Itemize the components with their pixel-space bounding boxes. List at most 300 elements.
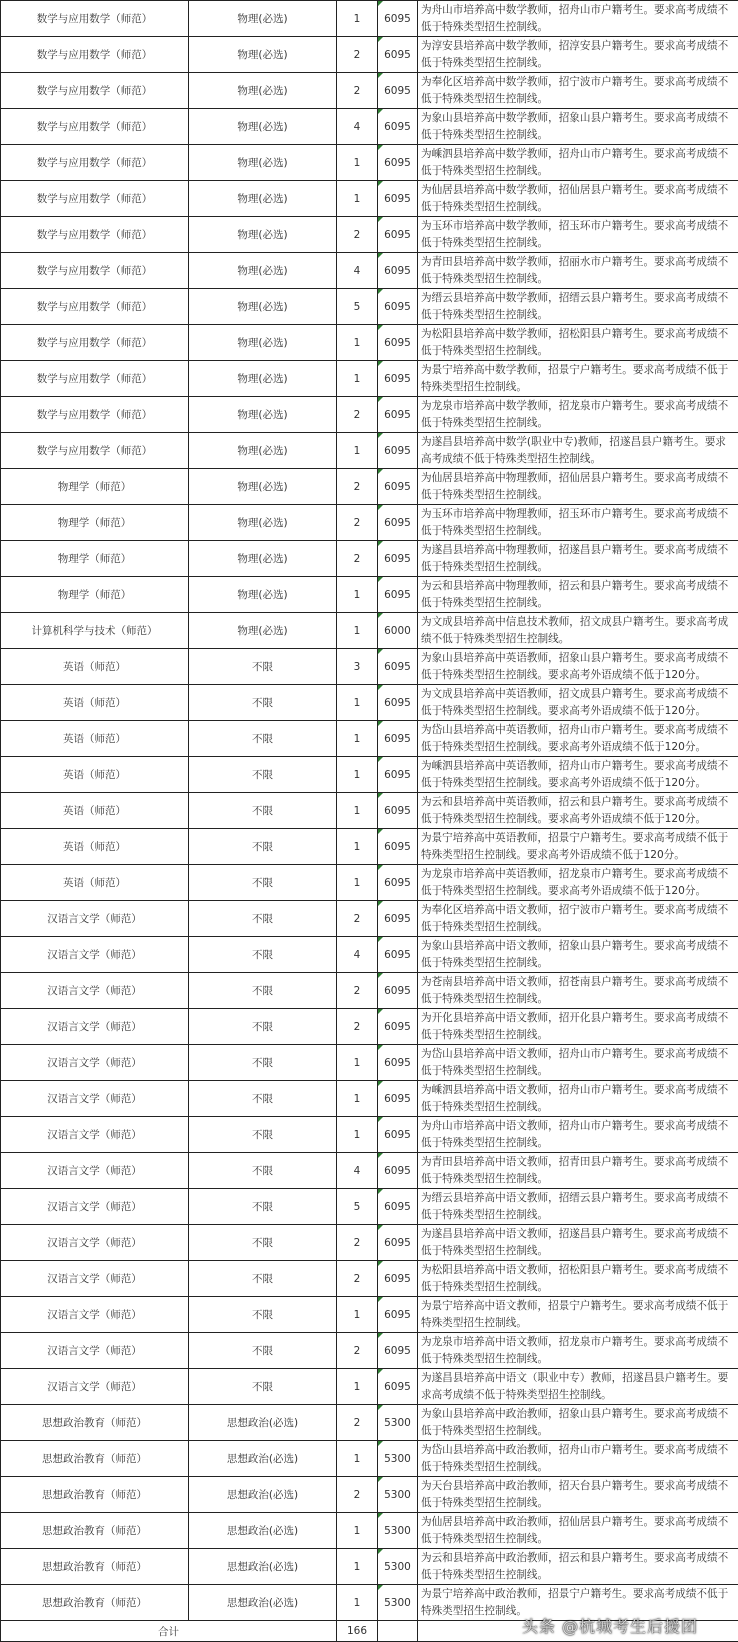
subject-requirement-cell: 不限 — [189, 1333, 337, 1369]
tuition-value: 6095 — [384, 1057, 411, 1069]
tuition-value: 6095 — [384, 373, 411, 385]
plan-count-cell: 1 — [337, 685, 378, 721]
table-row — [1, 217, 738, 253]
major-cell: 物理学（师范） — [1, 577, 189, 613]
cell-marker-icon — [378, 433, 383, 438]
remark-cell: 为龙泉市培养高中英语教师，招龙泉市户籍考生。要求高考成绩不低于特殊类型招生控制线。要求高考外语成绩不低于120分。 — [418, 865, 738, 901]
plan-count-cell: 1 — [337, 325, 378, 361]
remark-cell: 为仙居县培养高中政治教师，招仙居县户籍考生。要求高考成绩不低于特殊类型招生控制线。 — [418, 1513, 738, 1549]
subject-requirement-cell: 思想政治(必选) — [189, 1549, 337, 1585]
tuition-value: 5300 — [384, 1525, 411, 1537]
tuition-value: 6095 — [384, 805, 411, 817]
plan-count-cell: 1 — [337, 865, 378, 901]
tuition-value: 6095 — [384, 517, 411, 529]
remark-cell: 为青田县培养高中语文教师，招青田县户籍考生。要求高考成绩不低于特殊类型招生控制线。 — [418, 1153, 738, 1189]
tuition-cell — [378, 1369, 418, 1405]
remark-cell: 为遂昌县培养高中物理教师，招遂昌县户籍考生。要求高考成绩不低于特殊类型招生控制线。 — [418, 541, 738, 577]
table-row — [1, 37, 738, 73]
tuition-cell — [378, 1045, 418, 1081]
table-row — [1, 145, 738, 181]
cell-marker-icon — [378, 541, 383, 546]
plan-count-cell: 2 — [337, 1333, 378, 1369]
tuition-cell — [378, 1297, 418, 1333]
plan-count-cell: 2 — [337, 37, 378, 73]
tuition-value: 6095 — [384, 49, 411, 61]
major-cell: 思想政治教育（师范） — [1, 1549, 189, 1585]
table-row — [1, 469, 738, 505]
major-cell: 思想政治教育（师范） — [1, 1477, 189, 1513]
tuition-value: 6095 — [384, 985, 411, 997]
plan-count-cell: 5 — [337, 1189, 378, 1225]
major-cell: 数学与应用数学（师范） — [1, 253, 189, 289]
tuition-cell — [378, 901, 418, 937]
table-row — [1, 1333, 738, 1369]
plan-count-cell: 2 — [337, 1405, 378, 1441]
cell-marker-icon — [378, 1477, 383, 1482]
tuition-value: 6095 — [384, 949, 411, 961]
cell-marker-icon — [378, 865, 383, 870]
subject-requirement-cell: 不限 — [189, 973, 337, 1009]
cell-marker-icon — [378, 829, 383, 834]
remark-cell: 为嵊泗县培养高中数学教师，招舟山市户籍考生。要求高考成绩不低于特殊类型招生控制线。 — [418, 145, 738, 181]
table-row — [1, 1045, 738, 1081]
table-row — [1, 793, 738, 829]
plan-count-cell: 4 — [337, 937, 378, 973]
plan-count-cell: 2 — [337, 397, 378, 433]
cell-marker-icon — [378, 1405, 383, 1410]
remark-cell: 为开化县培养高中语文教师，招开化县户籍考生。要求高考成绩不低于特殊类型招生控制线。 — [418, 1009, 738, 1045]
tuition-cell — [378, 325, 418, 361]
subject-requirement-cell: 不限 — [189, 937, 337, 973]
table-row — [1, 865, 738, 901]
tuition-value: 6095 — [384, 193, 411, 205]
tuition-cell — [378, 505, 418, 541]
major-cell: 英语（师范） — [1, 757, 189, 793]
subject-requirement-cell: 不限 — [189, 793, 337, 829]
table-row — [1, 937, 738, 973]
subject-requirement-cell: 不限 — [189, 1261, 337, 1297]
tuition-cell — [378, 253, 418, 289]
major-cell: 物理学（师范） — [1, 541, 189, 577]
cell-marker-icon — [378, 613, 383, 618]
subject-requirement-cell: 不限 — [189, 829, 337, 865]
table-row — [1, 73, 738, 109]
subject-requirement-cell: 不限 — [189, 1189, 337, 1225]
remark-cell: 为舟山市培养高中语文教师，招舟山市户籍考生。要求高考成绩不低于特殊类型招生控制线。 — [418, 1117, 738, 1153]
tuition-value: 5300 — [384, 1417, 411, 1429]
remark-cell: 为岱山县培养高中语文教师，招舟山市户籍考生。要求高考成绩不低于特殊类型招生控制线。 — [418, 1045, 738, 1081]
cell-marker-icon — [378, 73, 383, 78]
plan-count-cell: 2 — [337, 1261, 378, 1297]
cell-marker-icon — [378, 361, 383, 366]
tuition-cell — [378, 1477, 418, 1513]
tuition-cell — [378, 541, 418, 577]
subject-requirement-cell: 不限 — [189, 1153, 337, 1189]
major-cell: 汉语言文学（师范） — [1, 1369, 189, 1405]
tuition-value: 6095 — [384, 913, 411, 925]
major-cell: 汉语言文学（师范） — [1, 973, 189, 1009]
table-row — [1, 1, 738, 37]
tuition-value: 6095 — [384, 409, 411, 421]
subject-requirement-cell: 物理(必选) — [189, 433, 337, 469]
subject-requirement-cell: 物理(必选) — [189, 361, 337, 397]
plan-count-cell: 1 — [337, 1, 378, 37]
major-cell: 思想政治教育（师范） — [1, 1585, 189, 1621]
major-cell: 数学与应用数学（师范） — [1, 361, 189, 397]
tuition-cell — [378, 1261, 418, 1297]
plan-count-cell: 1 — [337, 613, 378, 649]
cell-marker-icon — [378, 1297, 383, 1302]
plan-count-cell: 1 — [337, 757, 378, 793]
tuition-cell — [378, 1117, 418, 1153]
cell-marker-icon — [378, 1153, 383, 1158]
plan-count-cell: 1 — [337, 1081, 378, 1117]
tuition-value: 6095 — [384, 265, 411, 277]
subject-requirement-cell: 不限 — [189, 1081, 337, 1117]
subject-requirement-cell: 物理(必选) — [189, 181, 337, 217]
remark-cell: 为文成县培养高中信息技术教师，招文成县户籍考生。要求高考成绩不低于特殊类型招生控制线。 — [418, 613, 738, 649]
tuition-value: 6095 — [384, 1345, 411, 1357]
tuition-value: 6095 — [384, 1129, 411, 1141]
remark-cell: 为奉化区培养高中语文教师，招宁波市户籍考生。要求高考成绩不低于特殊类型招生控制线。 — [418, 901, 738, 937]
subject-requirement-cell: 思想政治(必选) — [189, 1477, 337, 1513]
remark-cell: 为苍南县培养高中语文教师，招苍南县户籍考生。要求高考成绩不低于特殊类型招生控制线。 — [418, 973, 738, 1009]
tuition-value: 6095 — [384, 841, 411, 853]
tuition-value: 6095 — [384, 337, 411, 349]
table-body — [1, 1, 738, 1621]
remark-cell: 为嵊泗县培养高中英语教师，招舟山市户籍考生。要求高考成绩不低于特殊类型招生控制线。要求高考外语成绩不低于120分。 — [418, 757, 738, 793]
table-row — [1, 649, 738, 685]
subject-requirement-cell: 不限 — [189, 721, 337, 757]
tuition-cell — [378, 1009, 418, 1045]
cell-marker-icon — [378, 1261, 383, 1266]
tuition-value: 5300 — [384, 1561, 411, 1573]
remark-cell: 为缙云县培养高中语文教师，招缙云县户籍考生。要求高考成绩不低于特殊类型招生控制线。 — [418, 1189, 738, 1225]
major-cell: 汉语言文学（师范） — [1, 1225, 189, 1261]
table-row — [1, 973, 738, 1009]
tuition-cell — [378, 1081, 418, 1117]
remark-cell: 为云和县培养高中政治教师，招云和县户籍考生。要求高考成绩不低于特殊类型招生控制线。 — [418, 1549, 738, 1585]
tuition-value: 6095 — [384, 481, 411, 493]
remark-cell: 为景宁培养高中语文教师，招景宁户籍考生。要求高考成绩不低于特殊类型招生控制线。 — [418, 1297, 738, 1333]
plan-count-cell: 1 — [337, 1441, 378, 1477]
major-cell: 汉语言文学（师范） — [1, 937, 189, 973]
remark-cell: 为云和县培养高中英语教师，招云和县户籍考生。要求高考成绩不低于特殊类型招生控制线。要求高考外语成绩不低于120分。 — [418, 793, 738, 829]
plan-count-cell: 1 — [337, 1549, 378, 1585]
table-row — [1, 829, 738, 865]
major-cell: 汉语言文学（师范） — [1, 1009, 189, 1045]
tuition-cell — [378, 1513, 418, 1549]
table-row — [1, 1153, 738, 1189]
table-row — [1, 541, 738, 577]
table-row — [1, 1225, 738, 1261]
cell-marker-icon — [378, 1117, 383, 1122]
cell-marker-icon — [378, 253, 383, 258]
tuition-value: 6095 — [384, 553, 411, 565]
plan-count-cell: 2 — [337, 73, 378, 109]
subject-requirement-cell: 思想政治(必选) — [189, 1405, 337, 1441]
subject-requirement-cell: 物理(必选) — [189, 289, 337, 325]
plan-count-cell: 1 — [337, 1297, 378, 1333]
tuition-cell — [378, 973, 418, 1009]
major-cell: 汉语言文学（师范） — [1, 1297, 189, 1333]
subject-requirement-cell: 不限 — [189, 1369, 337, 1405]
plan-count-cell: 1 — [337, 145, 378, 181]
plan-count-cell: 1 — [337, 577, 378, 613]
cell-marker-icon — [378, 181, 383, 186]
major-cell: 数学与应用数学（师范） — [1, 181, 189, 217]
cell-marker-icon — [378, 469, 383, 474]
tuition-value: 6095 — [384, 157, 411, 169]
plan-count-cell: 2 — [337, 469, 378, 505]
tuition-value: 5300 — [384, 1597, 411, 1609]
subject-requirement-cell: 不限 — [189, 1225, 337, 1261]
major-cell: 汉语言文学（师范） — [1, 1189, 189, 1225]
tuition-cell — [378, 1441, 418, 1477]
remark-cell: 为仙居县培养高中物理教师，招仙居县户籍考生。要求高考成绩不低于特殊类型招生控制线。 — [418, 469, 738, 505]
remark-cell: 为遂昌县培养高中数学(职业中专)教师，招遂昌县户籍考生。要求高考成绩不低于特殊类型招生控制线。 — [418, 433, 738, 469]
tuition-value: 6095 — [384, 1021, 411, 1033]
table-row — [1, 109, 738, 145]
remark-cell: 为仙居县培养高中数学教师，招仙居县户籍考生。要求高考成绩不低于特殊类型招生控制线。 — [418, 181, 738, 217]
remark-cell: 为文成县培养高中英语教师，招文成县户籍考生。要求高考成绩不低于特殊类型招生控制线。要求高考外语成绩不低于120分。 — [418, 685, 738, 721]
remark-cell: 为松阳县培养高中语文教师，招松阳县户籍考生。要求高考成绩不低于特殊类型招生控制线。 — [418, 1261, 738, 1297]
remark-cell: 为象山县培养高中语文教师，招象山县户籍考生。要求高考成绩不低于特殊类型招生控制线。 — [418, 937, 738, 973]
major-cell: 汉语言文学（师范） — [1, 1153, 189, 1189]
plan-count-cell: 1 — [337, 721, 378, 757]
total-label: 合计 — [1, 1621, 337, 1642]
remark-cell: 为玉环市培养高中数学教师，招玉环市户籍考生。要求高考成绩不低于特殊类型招生控制线。 — [418, 217, 738, 253]
table-row — [1, 181, 738, 217]
remark-cell: 为遂昌县培养高中语文（职业中专）教师，招遂昌县户籍考生。要求高考成绩不低于特殊类型招生控制线。 — [418, 1369, 738, 1405]
remark-cell: 为淳安县培养高中数学教师，招淳安县户籍考生。要求高考成绩不低于特殊类型招生控制线。 — [418, 37, 738, 73]
tuition-value: 5300 — [384, 1489, 411, 1501]
cell-marker-icon — [378, 685, 383, 690]
major-cell: 思想政治教育（师范） — [1, 1405, 189, 1441]
subject-requirement-cell: 思想政治(必选) — [189, 1513, 337, 1549]
table-row — [1, 1405, 738, 1441]
remark-cell: 为天台县培养高中政治教师，招天台县户籍考生。要求高考成绩不低于特殊类型招生控制线。 — [418, 1477, 738, 1513]
subject-requirement-cell: 不限 — [189, 685, 337, 721]
subject-requirement-cell: 物理(必选) — [189, 397, 337, 433]
tuition-value: 6095 — [384, 1201, 411, 1213]
major-cell: 汉语言文学（师范） — [1, 1081, 189, 1117]
table-row — [1, 1369, 738, 1405]
remark-cell: 为象山县培养高中数学教师，招象山县户籍考生。要求高考成绩不低于特殊类型招生控制线。 — [418, 109, 738, 145]
cell-marker-icon — [378, 1585, 383, 1590]
tuition-cell — [378, 721, 418, 757]
subject-requirement-cell: 不限 — [189, 901, 337, 937]
plan-count-cell: 2 — [337, 1225, 378, 1261]
plan-count-cell: 2 — [337, 541, 378, 577]
tuition-value: 6095 — [384, 589, 411, 601]
table-row — [1, 1441, 738, 1477]
tuition-value: 6095 — [384, 1381, 411, 1393]
cell-marker-icon — [378, 1189, 383, 1194]
cell-marker-icon — [378, 37, 383, 42]
table-row — [1, 433, 738, 469]
remark-cell: 为青田县培养高中数学教师，招丽水市户籍考生。要求高考成绩不低于特殊类型招生控制线。 — [418, 253, 738, 289]
tuition-cell — [378, 1405, 418, 1441]
plan-count-cell: 1 — [337, 1369, 378, 1405]
subject-requirement-cell: 物理(必选) — [189, 325, 337, 361]
tuition-cell — [378, 937, 418, 973]
tuition-value: 5300 — [384, 1453, 411, 1465]
plan-count-cell: 5 — [337, 289, 378, 325]
tuition-cell — [378, 613, 418, 649]
major-cell: 汉语言文学（师范） — [1, 1045, 189, 1081]
cell-marker-icon — [378, 325, 383, 330]
major-cell: 物理学（师范） — [1, 505, 189, 541]
cell-marker-icon — [378, 1441, 383, 1446]
plan-count-cell: 1 — [337, 1513, 378, 1549]
tuition-cell — [378, 469, 418, 505]
cell-marker-icon — [378, 973, 383, 978]
tuition-cell — [378, 757, 418, 793]
major-cell: 数学与应用数学（师范） — [1, 37, 189, 73]
cell-marker-icon — [378, 937, 383, 942]
table-row — [1, 1189, 738, 1225]
plan-count-cell: 3 — [337, 649, 378, 685]
major-cell: 汉语言文学（师范） — [1, 901, 189, 937]
cell-marker-icon — [378, 1549, 383, 1554]
subject-requirement-cell: 不限 — [189, 649, 337, 685]
tuition-cell — [378, 577, 418, 613]
table-row — [1, 1261, 738, 1297]
remark-cell: 为缙云县培养高中数学教师，招缙云县户籍考生。要求高考成绩不低于特殊类型招生控制线。 — [418, 289, 738, 325]
plan-count-cell: 4 — [337, 1153, 378, 1189]
table-row — [1, 361, 738, 397]
table-row — [1, 1513, 738, 1549]
empty-cell — [378, 1621, 418, 1642]
table-row — [1, 325, 738, 361]
tuition-cell — [378, 1585, 418, 1621]
tuition-cell — [378, 1333, 418, 1369]
remark-cell: 为象山县培养高中英语教师，招象山县户籍考生。要求高考成绩不低于特殊类型招生控制线。要求高考外语成绩不低于120分。 — [418, 649, 738, 685]
remark-cell: 为龙泉市培养高中数学教师，招龙泉市户籍考生。要求高考成绩不低于特殊类型招生控制线。 — [418, 397, 738, 433]
tuition-cell — [378, 1, 418, 37]
major-cell: 英语（师范） — [1, 865, 189, 901]
tuition-cell — [378, 37, 418, 73]
plan-count-cell: 2 — [337, 973, 378, 1009]
remark-cell: 为景宁培养高中数学教师，招景宁户籍考生。要求高考成绩不低于特殊类型招生控制线。 — [418, 361, 738, 397]
major-cell: 物理学（师范） — [1, 469, 189, 505]
table-row — [1, 685, 738, 721]
table-row — [1, 901, 738, 937]
plan-count-cell: 2 — [337, 505, 378, 541]
table-row — [1, 1009, 738, 1045]
major-cell: 数学与应用数学（师范） — [1, 325, 189, 361]
cell-marker-icon — [378, 397, 383, 402]
major-cell: 计算机科学与技术（师范） — [1, 613, 189, 649]
subject-requirement-cell: 不限 — [189, 1009, 337, 1045]
cell-marker-icon — [378, 505, 383, 510]
major-cell: 数学与应用数学（师范） — [1, 433, 189, 469]
cell-marker-icon — [378, 901, 383, 906]
tuition-cell — [378, 361, 418, 397]
tuition-value: 6095 — [384, 121, 411, 133]
tuition-value: 6095 — [384, 301, 411, 313]
subject-requirement-cell: 物理(必选) — [189, 613, 337, 649]
cell-marker-icon — [378, 1045, 383, 1050]
plan-count-cell: 1 — [337, 433, 378, 469]
tuition-value: 6095 — [384, 733, 411, 745]
subject-requirement-cell: 思想政治(必选) — [189, 1585, 337, 1621]
major-cell: 数学与应用数学（师范） — [1, 1, 189, 37]
tuition-cell — [378, 1225, 418, 1261]
tuition-value: 6095 — [384, 769, 411, 781]
plan-count-cell: 2 — [337, 1477, 378, 1513]
major-cell: 英语（师范） — [1, 649, 189, 685]
major-cell: 英语（师范） — [1, 685, 189, 721]
table-row — [1, 253, 738, 289]
cell-marker-icon — [378, 109, 383, 114]
cell-marker-icon — [378, 649, 383, 654]
tuition-cell — [378, 109, 418, 145]
tuition-cell — [378, 397, 418, 433]
tuition-cell — [378, 829, 418, 865]
tuition-value: 6095 — [384, 1165, 411, 1177]
table-row — [1, 1081, 738, 1117]
tuition-cell — [378, 1153, 418, 1189]
major-cell: 英语（师范） — [1, 829, 189, 865]
subject-requirement-cell: 物理(必选) — [189, 505, 337, 541]
remark-cell: 为舟山市培养高中数学教师，招舟山市户籍考生。要求高考成绩不低于特殊类型招生控制线。 — [418, 1, 738, 37]
remark-cell: 为云和县培养高中物理教师，招云和县户籍考生。要求高考成绩不低于特殊类型招生控制线。 — [418, 577, 738, 613]
tuition-cell — [378, 685, 418, 721]
major-cell: 英语（师范） — [1, 721, 189, 757]
subject-requirement-cell: 物理(必选) — [189, 1, 337, 37]
plan-count-cell: 4 — [337, 253, 378, 289]
tuition-value: 6095 — [384, 229, 411, 241]
tuition-cell — [378, 289, 418, 325]
remark-cell: 为龙泉市培养高中语文教师，招龙泉市户籍考生。要求高考成绩不低于特殊类型招生控制线。 — [418, 1333, 738, 1369]
plan-count-cell: 4 — [337, 109, 378, 145]
plan-count-cell: 2 — [337, 217, 378, 253]
table-row — [1, 1549, 738, 1585]
remark-cell: 为松阳县培养高中数学教师，招松阳县户籍考生。要求高考成绩不低于特殊类型招生控制线。 — [418, 325, 738, 361]
subject-requirement-cell: 物理(必选) — [189, 73, 337, 109]
tuition-cell — [378, 793, 418, 829]
cell-marker-icon — [378, 793, 383, 798]
cell-marker-icon — [378, 145, 383, 150]
table-row — [1, 613, 738, 649]
cell-marker-icon — [378, 217, 383, 222]
tuition-cell — [378, 649, 418, 685]
plan-count-cell: 2 — [337, 1009, 378, 1045]
subject-requirement-cell: 物理(必选) — [189, 253, 337, 289]
subject-requirement-cell: 不限 — [189, 757, 337, 793]
table-row — [1, 757, 738, 793]
tuition-value: 6095 — [384, 1273, 411, 1285]
remark-cell: 为遂昌县培养高中语文教师，招遂昌县户籍考生。要求高考成绩不低于特殊类型招生控制线。 — [418, 1225, 738, 1261]
remark-cell: 为奉化区培养高中数学教师，招宁波市户籍考生。要求高考成绩不低于特殊类型招生控制线。 — [418, 73, 738, 109]
major-cell: 数学与应用数学（师范） — [1, 145, 189, 181]
major-cell: 汉语言文学（师范） — [1, 1117, 189, 1153]
table-row — [1, 577, 738, 613]
tuition-cell — [378, 181, 418, 217]
cell-marker-icon — [378, 1081, 383, 1086]
remark-cell: 为景宁培养高中英语教师，招景宁户籍考生。要求高考成绩不低于特殊类型招生控制线。要求高考外语成绩不低于120分。 — [418, 829, 738, 865]
tuition-cell — [378, 865, 418, 901]
table-row — [1, 505, 738, 541]
subject-requirement-cell: 思想政治(必选) — [189, 1441, 337, 1477]
major-cell: 数学与应用数学（师范） — [1, 397, 189, 433]
table-row — [1, 289, 738, 325]
tuition-cell — [378, 1549, 418, 1585]
major-cell: 数学与应用数学（师范） — [1, 217, 189, 253]
watermark: 头条 @杭城考生后援团 — [522, 1614, 698, 1637]
